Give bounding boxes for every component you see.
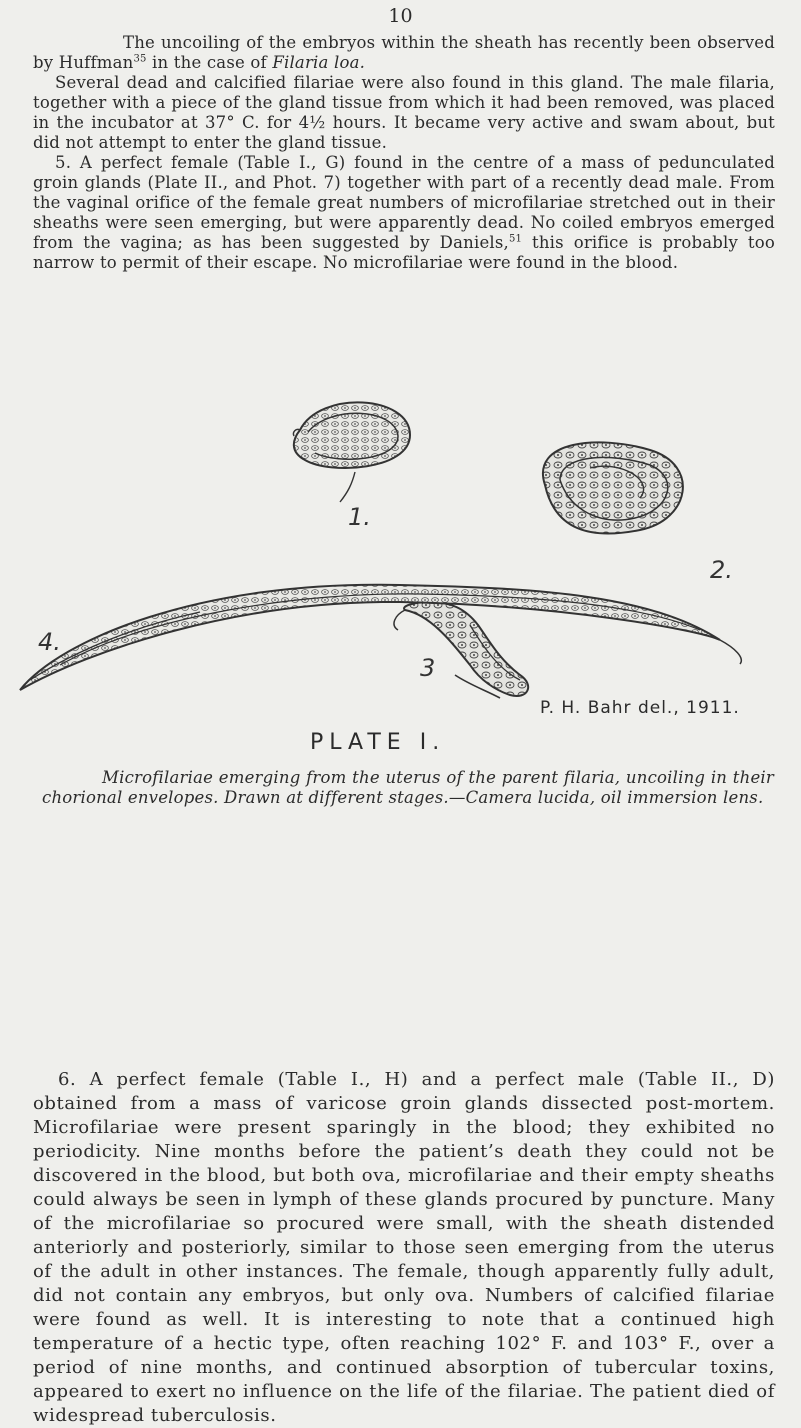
body-text-top [33,33,775,273]
page-number: 10 [388,5,413,27]
figure-4 [20,585,741,690]
figure-label-2: 2. [710,556,733,584]
figure-1 [293,402,410,502]
figure-label-1: 1. [348,503,371,531]
plate-attribution: P. H. Bahr del., 1911. [540,698,740,718]
footnote-ref-daniels: 51 [509,233,523,245]
paragraph-case-6: 6. A perfect female (Table I., H) and a perfect male (Table II., D) obtained from a mass of varicose groin glands dissected post-mortem. Microfilariae were present sparingly in the blood; they exhibited no periodicity. Nine months before the patient’s death they could not be discovered in the blood, but both ova, microfilariae and their empty sheaths could always be seen in lymph of these glands procured by puncture. Many of the microfilariae so procured were small, with the sheath distended anteriorly and posteriorly, similar to those seen emerging from the uterus of the adult in other instances. The female, though apparently fully adult, did not contain any embryos, but only ova. Numbers of calcified filariae were found as well. It is interesting to note that a continued high temperature of a hectic type, often reaching 102° F. and 103° F., over a period of nine months, and continued absorption of tubercular toxins, appeared to exert no influence on the life of the filariae. The patient died of widespread tuberculosis. [33,1069,775,1426]
plate-title: PLATE I. [310,730,446,755]
figure-label-4: 4. [38,628,61,656]
body-text-bottom [33,1068,775,1428]
paragraph-uncoiling: The uncoiling of the embryos within the sheath has recently been observed by Huffman$^{35}$ in the case of Filaria loa. [33,33,775,72]
figure-3 [394,602,528,698]
figure-2 [543,442,683,533]
paragraph-calcified: Several dead and calcified filariae were also found in this gland. The male filaria, together with a piece of the gland tissue from which it had been removed, was placed in the incubator at 37° C. for 4½ hours. It became very active and swam about, but did not attempt to enter the gland tissue. [33,73,775,152]
footnote-ref-huffman: 35 [133,53,147,65]
plate-caption: Microfilariae emerging from the uterus of the parent filaria, uncoiling in their chorional envelopes. Drawn at different stages.—Camera lucida, oil immersion lens. [42,768,774,807]
paragraph-case-5: 5. A perfect female (Table I., G) found in the centre of a mass of pedunculated groin glands (Plate II., and Phot. 7) together with part of a recently dead male. From the vaginal orifice of the female great numbers of microfilariae stretched out in their sheaths were seen emerging, but were apparently dead. No coiled embryos emerged from the vagina; as has been suggested by Daniels,$^{51}$ this orifice is probably too narrow to permit of their escape. No microfilariae were found in the blood. [33,153,775,272]
plate-illustration [0,380,801,720]
figure-label-3: 3 [420,654,436,682]
species-name: Filaria loa. [272,53,366,72]
